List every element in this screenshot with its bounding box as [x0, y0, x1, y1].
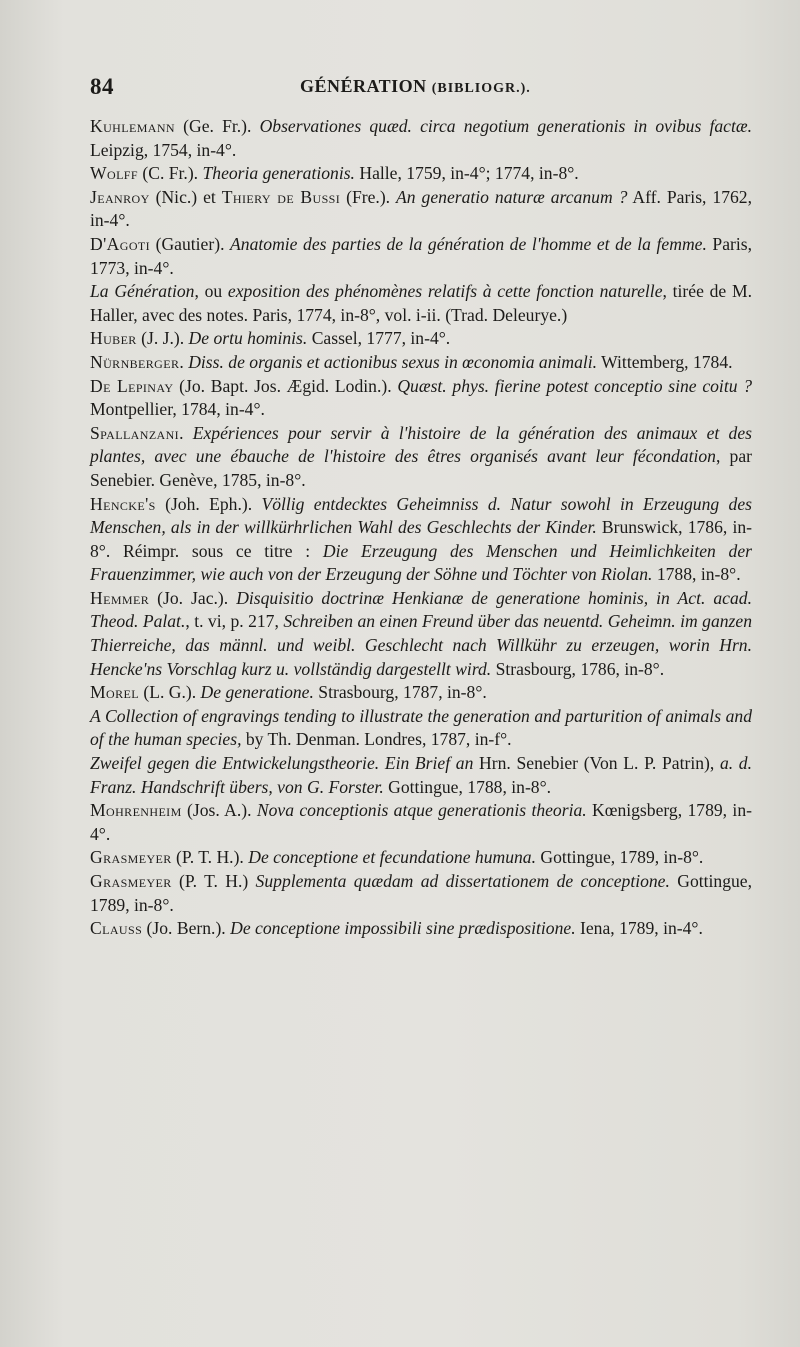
entry-imprint: , ou — [194, 281, 228, 302]
bibliography-list — [90, 115, 752, 941]
entry-author: Morel — [90, 682, 139, 703]
entry-title: Völlig entdecktes Geheimniss d. Natur sowohl in Erzeugung des Menschen, als in der willkürhrlichen Wahl des Geschlechts der Kinder. — [90, 493, 752, 538]
entry-imprint: Cassel, 1777, in-4°. — [307, 328, 451, 349]
entry-title: Expériences pour servir à l'histoire de la génération des animaux et des plantes, avec une ébauche de l'histoire des êtres organisés avant leur fécondation — [90, 422, 752, 467]
bibliography-entry — [90, 846, 752, 870]
entry-author: Grasmeyer — [90, 847, 172, 868]
entry-imprint: Strasbourg, 1787, in-8°. — [313, 682, 487, 703]
bibliography-entry — [90, 327, 752, 351]
entry-text: (P. T. H.). — [171, 847, 249, 868]
bibliography-entry — [90, 752, 752, 799]
bibliography-entry — [90, 917, 752, 941]
entry-title: De conceptione impossibili sine prædispositione. — [230, 918, 576, 939]
entry-title: Supplementa quædam ad dissertationem de conceptione. — [255, 871, 670, 891]
page-number: 84 — [90, 74, 114, 99]
entry-imprint: Gottingue, 1788, in-8°. — [383, 776, 552, 797]
bibliography-entry — [90, 233, 752, 280]
bibliography-entry — [90, 705, 752, 752]
entry-title: a. d. Franz. Handschrift übers, von G. Forster. — [90, 753, 752, 797]
bibliography-entry — [90, 422, 752, 493]
entry-author: Nürnberger — [90, 351, 180, 372]
entry-text: (Jo. Bapt. Jos. Ægid. Lodin.). — [173, 375, 398, 396]
entry-imprint: , t. vi, p. 217, — [185, 611, 284, 632]
entry-author: Clauss — [90, 918, 143, 939]
bibliography-entry — [90, 681, 752, 705]
entry-title: Zweifel gegen die Entwickelungstheorie. Ein Brief an — [90, 753, 474, 774]
entry-imprint: Gottingue, 1789, in-8°. — [536, 847, 704, 868]
entry-title: Quæst. phys. fierine potest conceptio sine coitu ? — [397, 375, 753, 396]
bibliography-entry — [90, 280, 752, 327]
entry-title: Theoria generationis. — [202, 163, 355, 184]
entry-imprint: , par Senebier. Genève, 1785, in-8°. — [90, 446, 752, 490]
entry-imprint: Montpellier, 1784, in-4°. — [90, 399, 265, 420]
entry-title: De generatione. — [200, 682, 314, 703]
entry-title: A Collection of engravings tending to illustrate the generation and parturition of animals and of the human species, — [90, 705, 752, 750]
entry-title: De conceptione et fecundatione humuna. — [248, 847, 536, 868]
entry-text: (Jo. Jac.). — [149, 587, 237, 608]
entry-imprint: Iena, 1789, in-4°. — [575, 918, 703, 939]
bibliography-entry — [90, 493, 752, 587]
entry-imprint: Strasbourg, 1786, in-8°. — [491, 658, 665, 679]
entry-author: Jeanroy — [90, 186, 150, 207]
entry-author: Spallanzani — [90, 422, 180, 443]
entry-text: (P. T. H.) — [171, 871, 256, 891]
bibliography-entry — [90, 799, 752, 846]
entry-text: (Jo. Bern.). — [142, 918, 231, 939]
entry-imprint: by Th. Denman. Londres, 1787, in-f°. — [241, 729, 512, 750]
entry-text: (Ge. Fr.). — [174, 116, 260, 136]
bibliography-entry — [90, 186, 752, 233]
bibliography-entry — [90, 587, 752, 681]
entry-title: Nova conceptionis atque generationis theoria. — [256, 800, 587, 821]
entry-text: (J. J.). — [136, 328, 189, 349]
entry-imprint: Hrn. Senebier (Von L. P. Patrin), — [473, 753, 720, 774]
entry-author: Kuhlemann — [90, 116, 175, 136]
entry-author: Hencke's — [90, 493, 156, 514]
bibliography-entry — [90, 115, 752, 162]
entry-title: Anatomie des parties de la génération de l'homme et de la femme. — [230, 233, 707, 254]
bibliography-entry — [90, 375, 752, 422]
entry-imprint: Brunswick, 1786, in-8°. Réimpr. sous ce titre : — [90, 517, 752, 561]
entry-author: Wolff — [90, 163, 138, 184]
entry-title: Schreiben an einen Freund über das neuentd. Geheimn. im ganzen Thierreiche, das männl. und weibl. Geschlecht nach Willkühr zu erzeugen, worin Hrn. Hencke'ns Vorschlag kurz u. vollständig dargestellt wird. — [90, 611, 752, 679]
entry-imprint: , tirée de M. Haller, avec des notes. Paris, 1774, in-8°, vol. i-ii. (Trad. Deleurye.) — [90, 281, 753, 325]
entry-imprint: Gottingue, 1789, in-8°. — [90, 871, 752, 915]
entry-imprint: Wittemberg, 1784. — [597, 351, 733, 372]
entry-text: (C. Fr.). — [137, 163, 203, 184]
entry-author: Grasmeyer — [90, 871, 172, 891]
entry-text: (Nic.) et — [149, 186, 222, 207]
entry-author: De Lepinay — [90, 375, 174, 396]
entry-imprint: Kœnigsberg, 1789, in-4°. — [90, 800, 752, 844]
entry-author: Mohrenheim — [90, 800, 182, 821]
entry-title: De ortu hominis. — [188, 328, 308, 349]
bibliography-entry — [90, 870, 752, 917]
entry-title: Die Erzeugung des Menschen und Heimlichkeiten der Frauenzimmer, wie auch von der Erzeugung der Söhne und Töchter von Riolan. — [90, 540, 752, 585]
entry-title: Diss. de organis et actionibus sexus in œconomia animali. — [188, 351, 598, 372]
entry-text: (L. G.). — [138, 682, 201, 703]
entry-imprint: Aff. Paris, 1762, in-4°. — [90, 186, 752, 231]
entry-title: Observationes quæd. circa negotium generationis in ovibus factæ. — [259, 116, 752, 136]
entry-text: . — [179, 422, 193, 443]
running-title-main: GÉNÉRATION — [300, 76, 427, 96]
bibliography-entry — [90, 162, 752, 186]
entry-title: Disquisitio doctrinæ Henkianæ de generatione hominis, in Act. acad. Theod. Palat. — [90, 587, 752, 632]
entry-imprint: Halle, 1759, in-4°; 1774, in-8°. — [354, 163, 579, 184]
entry-title: La Génération — [90, 281, 195, 302]
running-title — [300, 76, 531, 97]
entry-imprint: Leipzig, 1754, in-4°. — [90, 139, 237, 160]
entry-imprint: 1788, in-8°. — [652, 564, 741, 585]
entry-author: Thiery de Bussi — [221, 186, 341, 207]
entry-text: (Gautier). — [150, 233, 231, 254]
entry-author: Hemmer — [90, 587, 150, 608]
entry-author: D'Agoti — [90, 233, 151, 254]
running-title-subtitle: (BIBLIOGR.). — [431, 81, 531, 96]
bibliography-entry — [90, 351, 752, 375]
entry-text: (Jos. A.). — [181, 800, 257, 821]
entry-text: (Joh. Eph.). — [155, 493, 262, 514]
entry-title: exposition des phénomènes relatifs à cette fonction naturelle — [227, 281, 663, 302]
entry-text: (Fre.). — [340, 186, 397, 207]
entry-author: Huber — [90, 328, 137, 349]
entry-imprint: Paris, 1773, in-4°. — [90, 233, 753, 278]
entry-title: An generatio naturæ arcanum ? — [396, 186, 628, 207]
entry-text: . — [179, 351, 189, 372]
page-header — [90, 74, 752, 108]
